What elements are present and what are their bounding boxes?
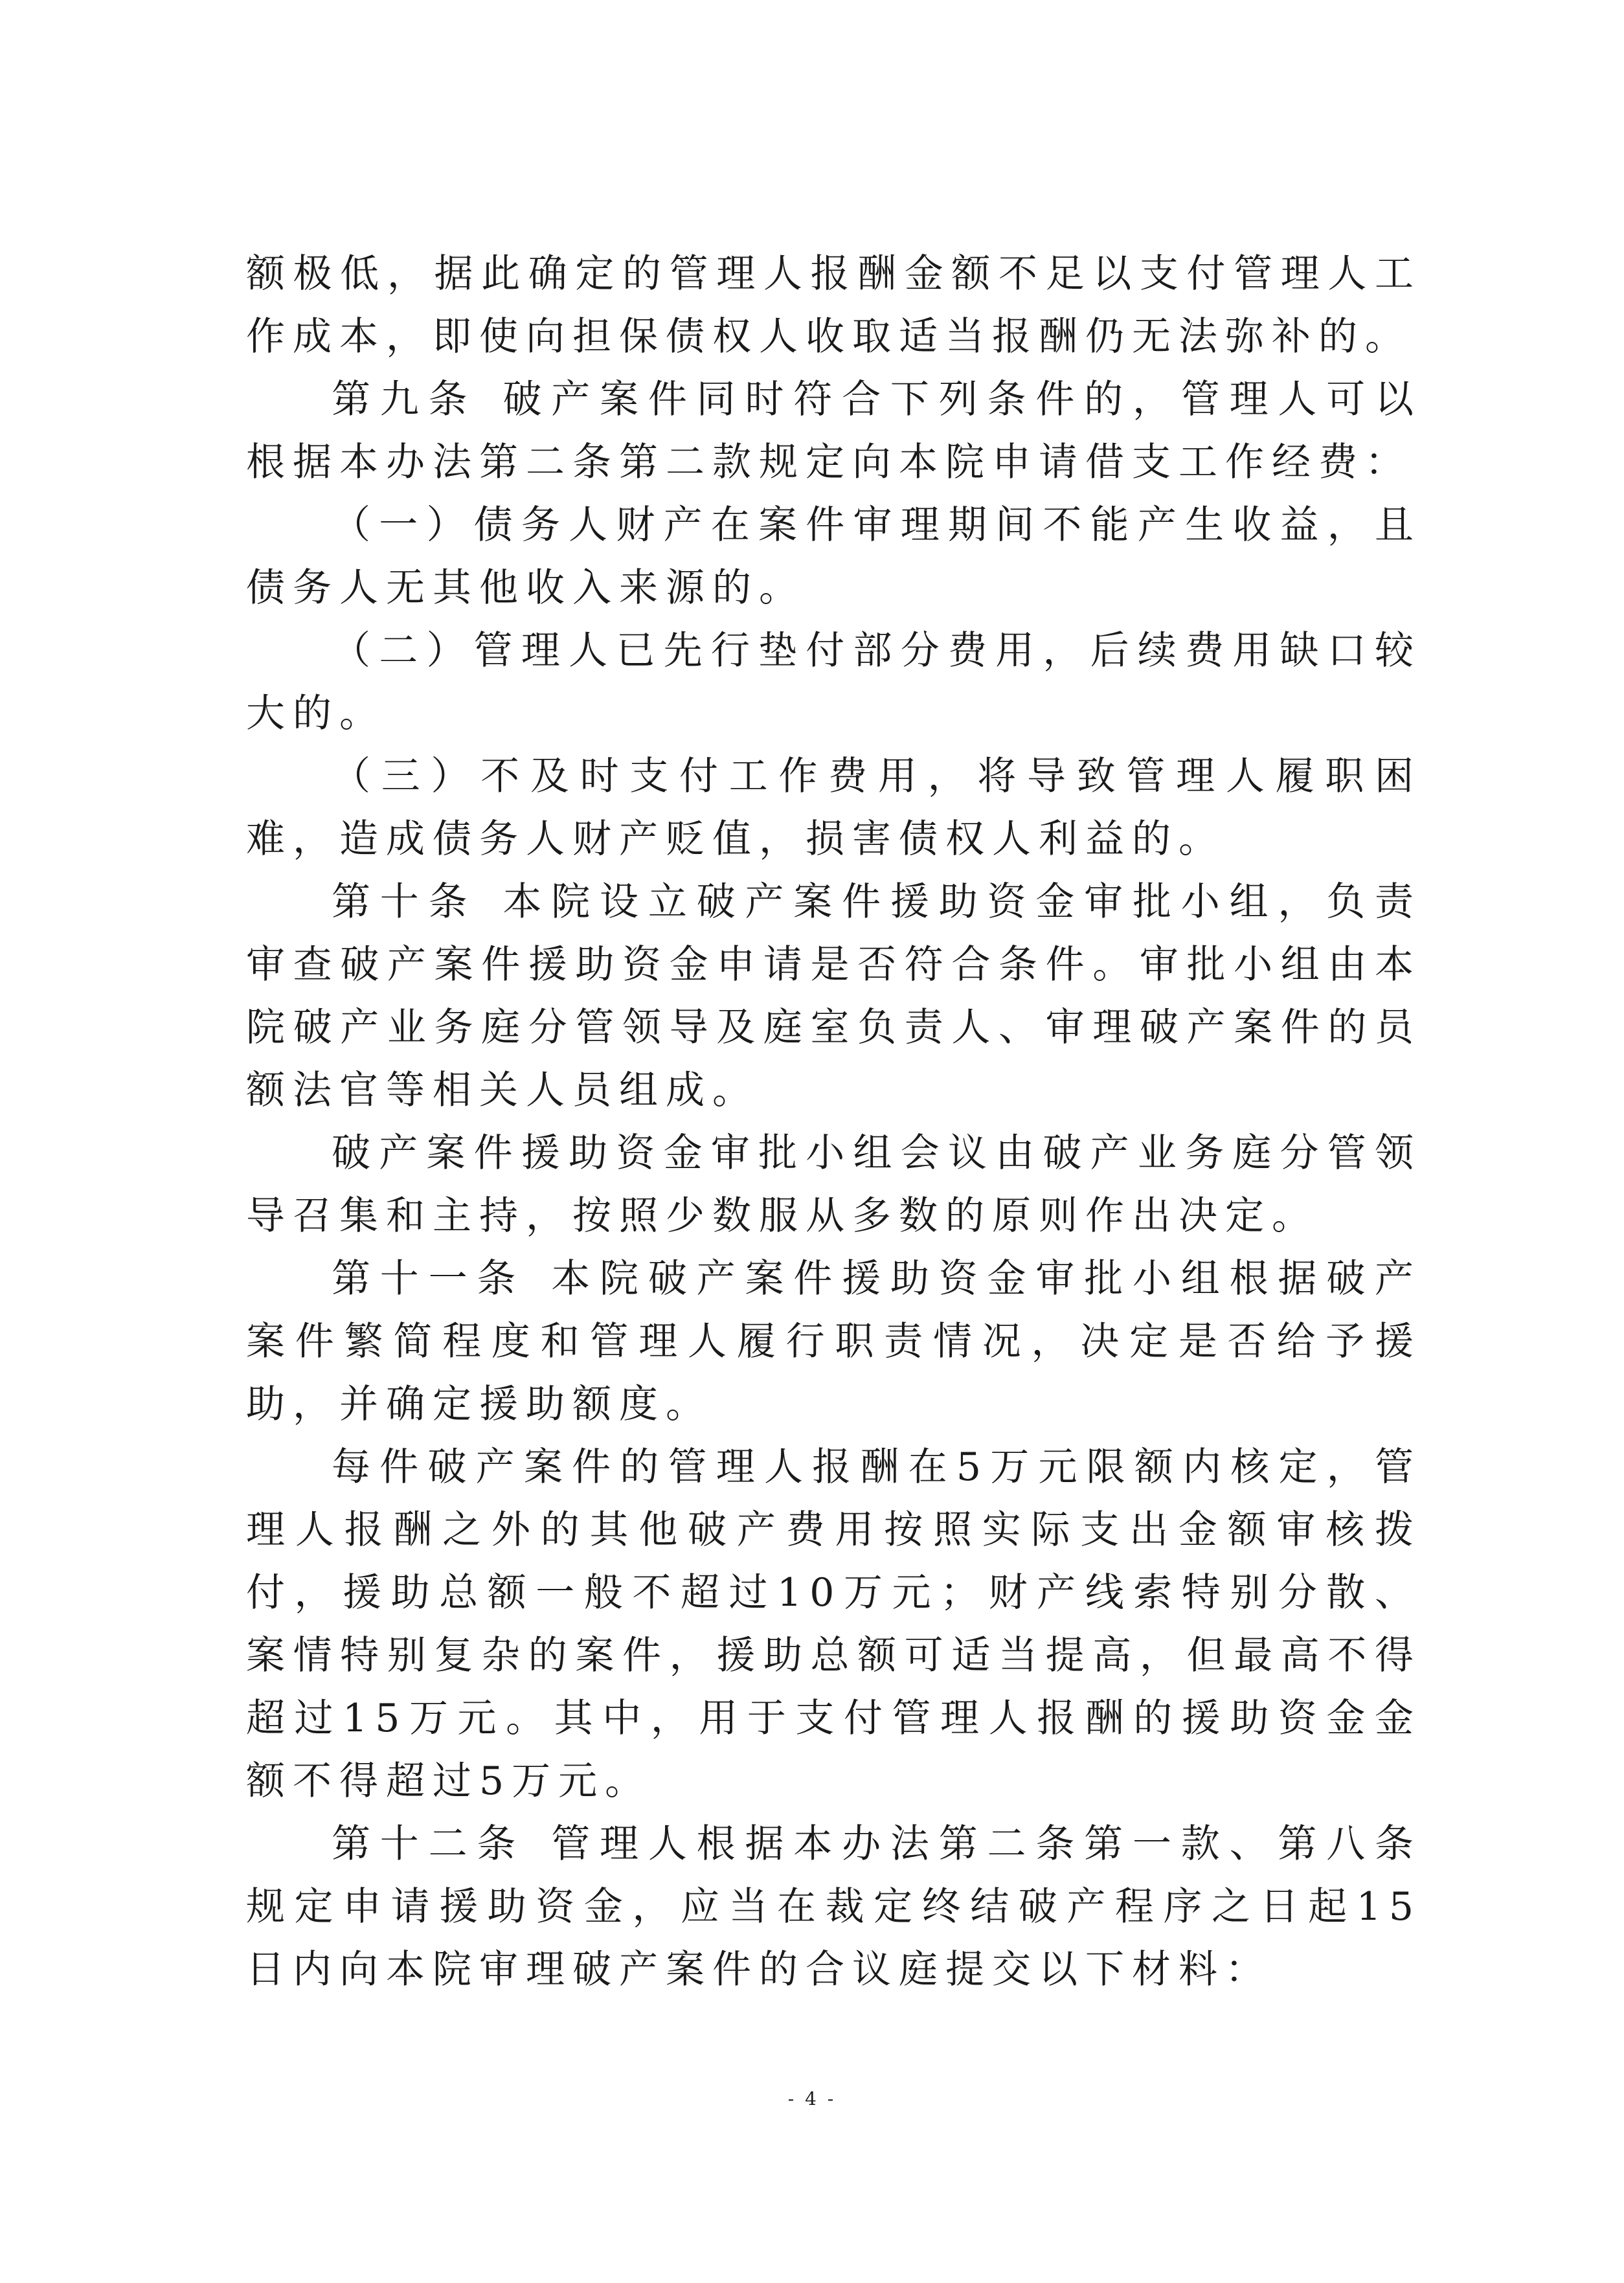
paragraph-continuation xyxy=(246,243,1421,368)
article-number: 第十一条 xyxy=(332,1256,526,1301)
paragraph-text: 破产案件同时符合下列条件的，管理人可以根据本办法第二条第二款规定向本院申请借支工作经费： xyxy=(246,377,1422,485)
article-11-para-2 xyxy=(246,1436,1421,1813)
paragraph-text: 每件破产案件的管理人报酬在5万元限额内核定，管理人报酬之外的其他破产费用按照实际支出金额审核拨付，援助总额一般不超过10万元；财产线索特别分散、案情特别复杂的案件，援助总额可适当提高，但最高不得超过15万元。其中，用于支付管理人报酬的援助资金金额不得超过5万元。 xyxy=(246,1445,1421,1804)
document-body xyxy=(246,243,1421,2001)
page-number: - 4 - xyxy=(787,2088,837,2109)
paragraph-text: （一）债务人财产在案件审理期间不能产生收益，且债务人无其他收入来源的。 xyxy=(246,502,1421,611)
paragraph-text: （三）不及时支付工作费用，将导致管理人履职困难，造成债务人财产贬值，损害债权人利益的。 xyxy=(246,754,1421,862)
article-12 xyxy=(246,1813,1421,2001)
article-9 xyxy=(246,368,1421,494)
article-9-item-2 xyxy=(246,620,1421,745)
article-number: 第九条 xyxy=(332,377,477,422)
paragraph-text: 额极低，据此确定的管理人报酬金额不足以支付管理人工作成本，即使向担保债权人收取适当报酬仍无法弥补的。 xyxy=(246,251,1421,359)
paragraph-text: （二）管理人已先行垫付部分费用，后续费用缺口较大的。 xyxy=(246,628,1421,736)
article-9-item-1 xyxy=(246,494,1421,620)
paragraph-text: 本院设立破产案件援助资金审批小组，负责审查破产案件援助资金申请是否符合条件。审批小组由本院破产业务庭分管领导及庭室负责人、审理破产案件的员额法官等相关人员组成。 xyxy=(246,879,1422,1113)
article-11 xyxy=(246,1248,1421,1436)
article-9-item-3 xyxy=(246,745,1421,871)
paragraph-text: 破产案件援助资金审批小组会议由破产业务庭分管领导召集和主持，按照少数服从多数的原则作出决定。 xyxy=(246,1130,1421,1239)
paragraph-text: 管理人根据本办法第二条第一款、第八条规定申请援助资金，应当在裁定终结破产程序之日起15日内向本院审理破产案件的合议庭提交以下材料： xyxy=(246,1821,1422,1992)
article-number: 第十条 xyxy=(332,879,477,925)
article-10 xyxy=(246,871,1421,1122)
paragraph-text: 本院破产案件援助资金审批小组根据破产案件繁简程度和管理人履行职责情况，决定是否给予援助，并确定援助额度。 xyxy=(246,1256,1422,1427)
article-number: 第十二条 xyxy=(332,1821,526,1867)
article-10-para-2 xyxy=(246,1122,1421,1248)
